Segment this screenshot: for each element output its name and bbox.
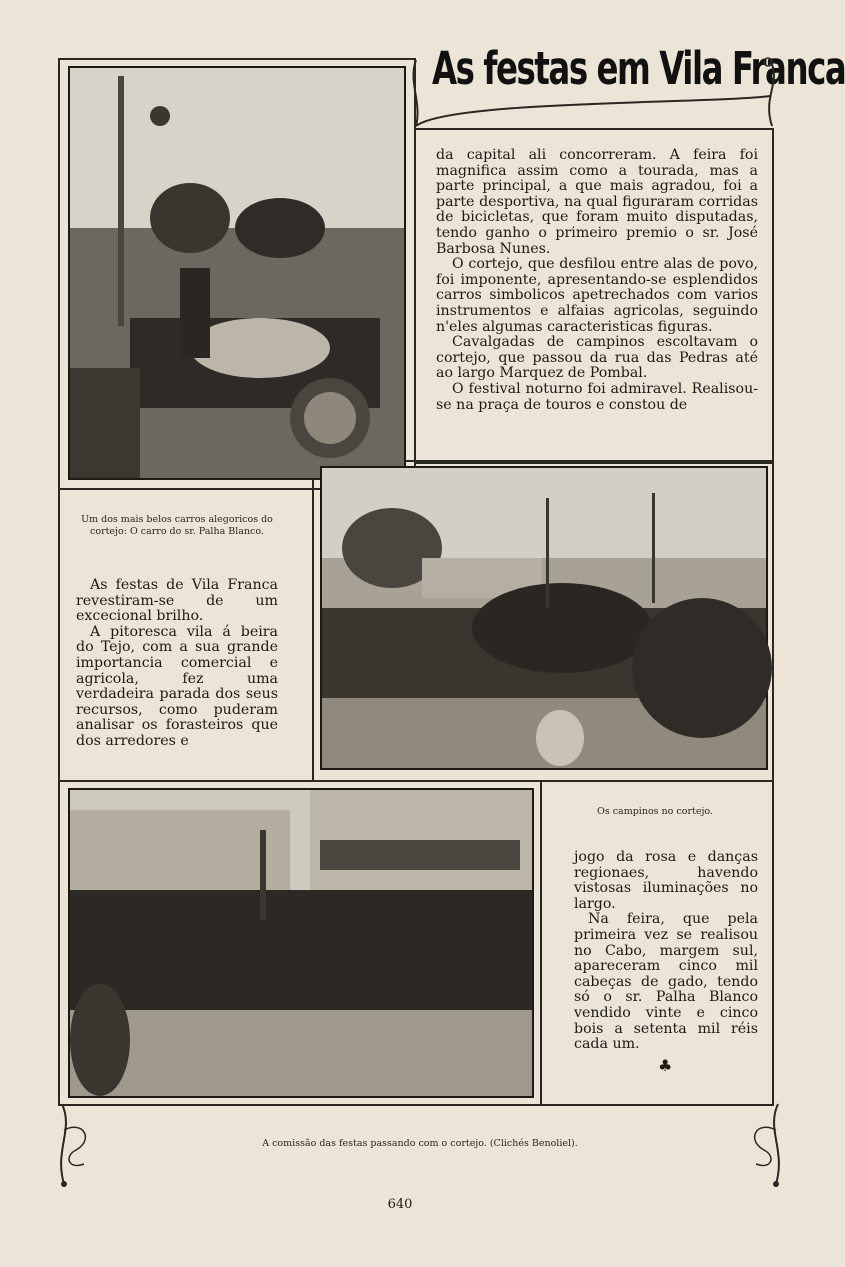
article-column-top-right	[436, 148, 758, 413]
paragraph: A pitoresca vila á beira do Tejo, com a sua grande importancia comercial e agricola, fez uma verdadeira parada dos seus recursos, como puderam analisar os forasteiros que dos arredores e	[76, 623, 278, 749]
paragraph: As festas de Vila Franca revestiram-se de um excecional brilho.	[76, 577, 278, 625]
float-with-bull-photo	[68, 66, 406, 480]
corner-ornament-right-icon	[740, 1100, 790, 1190]
paragraph: jogo da rosa e danças regionaes, havendo vistosas iluminações no largo.	[574, 849, 758, 912]
paragraph: O cortejo, que desfilou entre alas de povo, foi imponente, apresentando-se esplendidos carros simbolicos apetrechados com varios instrumentos e alfaias agricolas, seguindo n'eles algumas caracteristicas figuras.	[436, 256, 758, 335]
page-number: 640	[387, 1197, 413, 1212]
title-ornament-icon	[410, 52, 780, 132]
corner-ornament-left-icon	[54, 1100, 104, 1190]
article-column-mid-left	[76, 578, 278, 750]
photo-caption: Um dos mais belos carros alegoricos do cortejo: O carro do sr. Palha Blanco.	[81, 514, 273, 537]
article-column-bottom-right	[574, 850, 758, 1053]
paragraph: Cavalgadas de campinos escoltavam o cortejo, que passou da rua das Pedras até ao largo Marquez de Pombal.	[436, 334, 758, 382]
paragraph: da capital ali concorreram. A feira foi magnifica assim como a tourada, mas a parte principal, a que mais agradou, foi a parte desportiva, na qual figuraram corridas de bicicletas, que foram muito disputadas, tendo ganho o primeiro premio o sr. José Barbosa Nunes.	[436, 147, 758, 257]
campinos-parade-photo	[320, 466, 768, 770]
paragraph: Na feira, que pela primeira vez se realisou no Cabo, margem sul, apareceram cinco mil cabeças de gado, tendo só o sr. Palha Blanco vendido vinte e cinco bois a setenta mil réis cada um.	[574, 911, 758, 1053]
committee-procession-photo	[68, 788, 534, 1098]
photo-caption: A comissão das festas passando com o cortejo. (Clichés Benoliel).	[262, 1138, 578, 1149]
paragraph: O festival noturno foi admiravel. Realisou-se na praça de touros e constou de	[436, 380, 758, 413]
photo-caption: Os campinos no cortejo.	[597, 806, 713, 817]
page-title: As festas em Vila Franca	[432, 42, 845, 95]
fleuron-icon: ♣	[658, 1056, 673, 1075]
